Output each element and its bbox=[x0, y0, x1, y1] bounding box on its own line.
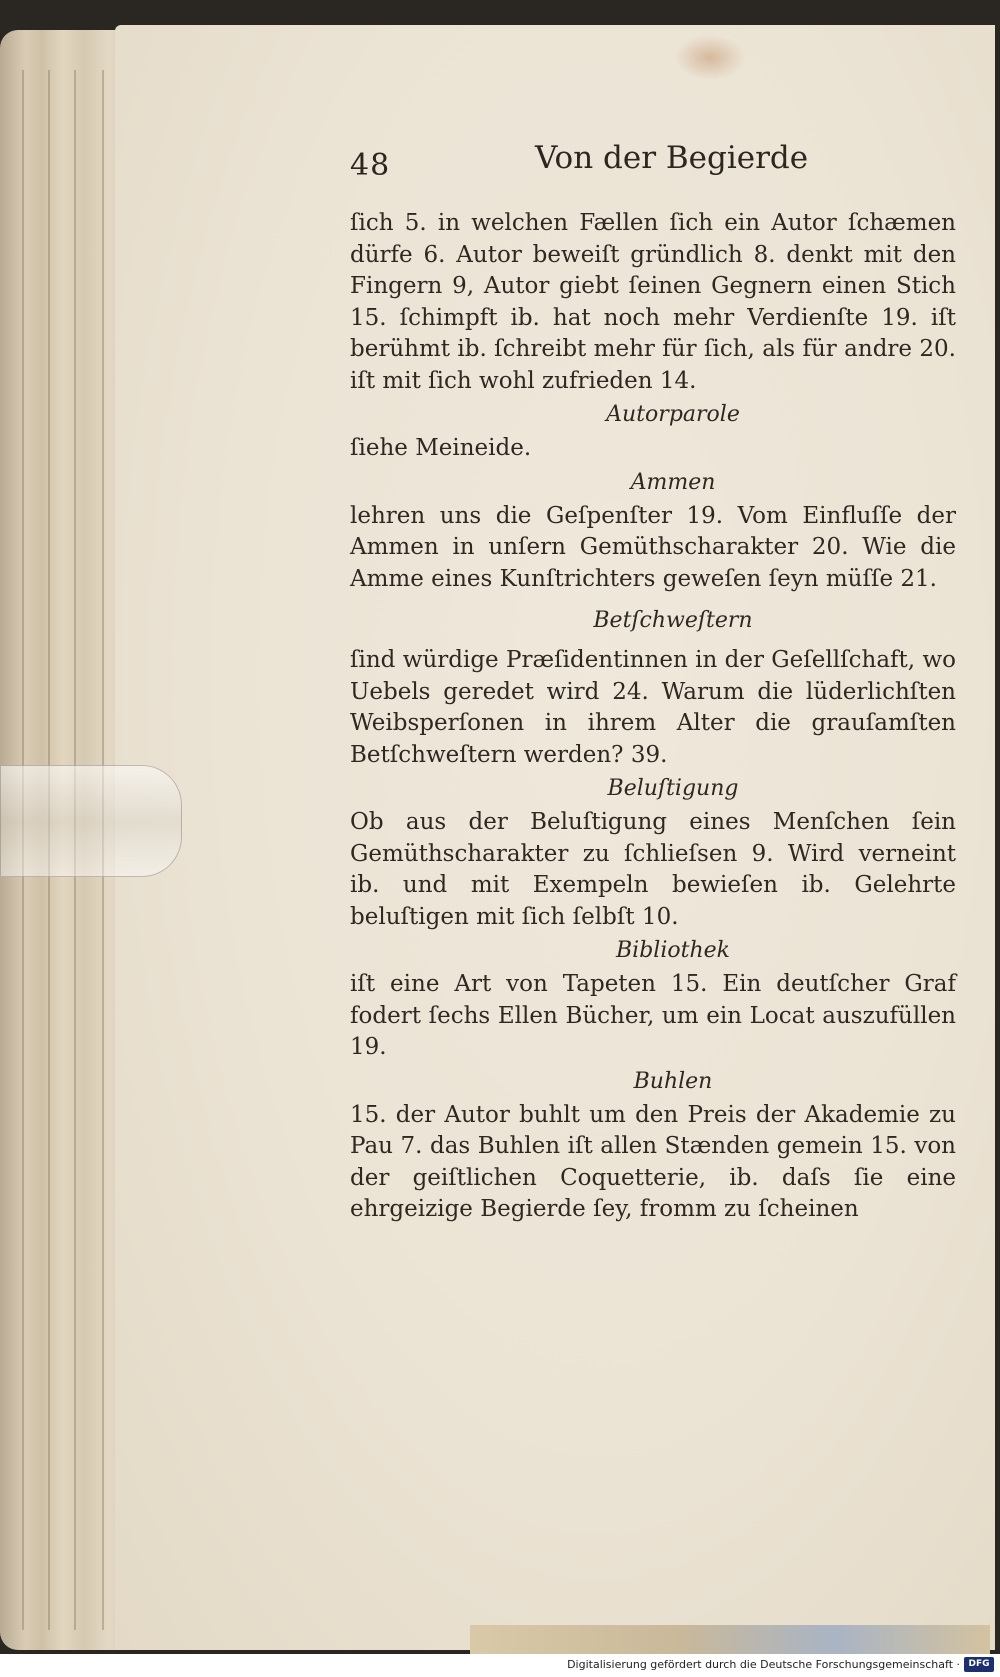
entry-heading: Ammen bbox=[630, 469, 716, 495]
running-head bbox=[350, 140, 970, 190]
entry-heading: Autorparole bbox=[606, 402, 740, 427]
binding-edge bbox=[470, 1625, 990, 1654]
entry-heading: Bibliothek bbox=[616, 938, 730, 963]
entry-text: ſind würdige Præſidentinnen in der Geſellſchaft, wo Uebels geredet wird 24. Warum die lüderlichſten Weibsperſonen in ihrem Alter die grauſamſten Betſchweſtern werden? 39. bbox=[350, 647, 956, 768]
bookmark-tab bbox=[0, 765, 182, 877]
index-entry bbox=[350, 773, 956, 933]
index-entry bbox=[350, 605, 956, 771]
page-title: Von der Begierde bbox=[535, 140, 809, 176]
page-number: 48 bbox=[350, 148, 391, 183]
entry-text: 15. der Autor buhlt um den Preis der Akademie zu Pau 7. das Buhlen iſt allen Stænden gemein 15. von der geiſtlichen Coquetterie, ib. daſs ſie eine ehrgeizige Begierde ſey, fromm zu ſcheinen bbox=[350, 1101, 956, 1222]
entry-heading: Buhlen bbox=[633, 1068, 713, 1094]
footer-credit: Digitalisierung gefördert durch die Deutsche Forschungsgemeinschaft · bbox=[567, 1658, 960, 1671]
entry-heading: Betſchweſtern bbox=[593, 608, 753, 633]
index-entry bbox=[350, 399, 956, 465]
footer-bar bbox=[0, 1654, 1000, 1677]
dfg-logo: DFG bbox=[964, 1657, 994, 1672]
entry-text: ſich 5. in welchen Fællen ſich ein Autor ſchæmen dürfe 6. Autor beweiſt gründlich 8. denkt mit den Fingern 9, Autor giebt ſeinen Gegnern einen Stich 15. ſchimpft ib. hat noch mehr Verdienſte 19. iſt berühmt ib. ſchreibt mehr für ſich, als für andre 20. iſt mit ſich wohl zufrieden 14. bbox=[350, 210, 956, 394]
entry-heading: Beluſtigung bbox=[607, 776, 739, 801]
index-entry bbox=[350, 208, 956, 397]
index-text-block bbox=[350, 208, 956, 1226]
entry-text: Ob aus der Beluſtigung eines Menſchen ſein Gemüthscharakter zu ſchlieſsen 9. Wird verneint ib. und mit Exempeln bewieſen ib. Gelehrte beluſtigen mit ſich ſelbſt 10. bbox=[350, 809, 956, 930]
entry-text: ſiehe Meineide. bbox=[350, 435, 532, 461]
entry-text: iſt eine Art von Tapeten 15. Ein deutſcher Graf fodert ſechs Ellen Bücher, um ein Locat auszufüllen 19. bbox=[350, 971, 956, 1060]
index-entry bbox=[350, 467, 956, 596]
index-entry bbox=[350, 1066, 956, 1226]
index-entry bbox=[350, 935, 956, 1064]
entry-text: lehren uns die Geſpenſter 19. Vom Einfluſſe der Ammen in unſern Gemüthscharakter 20. Wie die Amme eines Kunſtrichters geweſen ſeyn müſſe 21. bbox=[350, 502, 956, 592]
paper-stain bbox=[675, 35, 745, 80]
